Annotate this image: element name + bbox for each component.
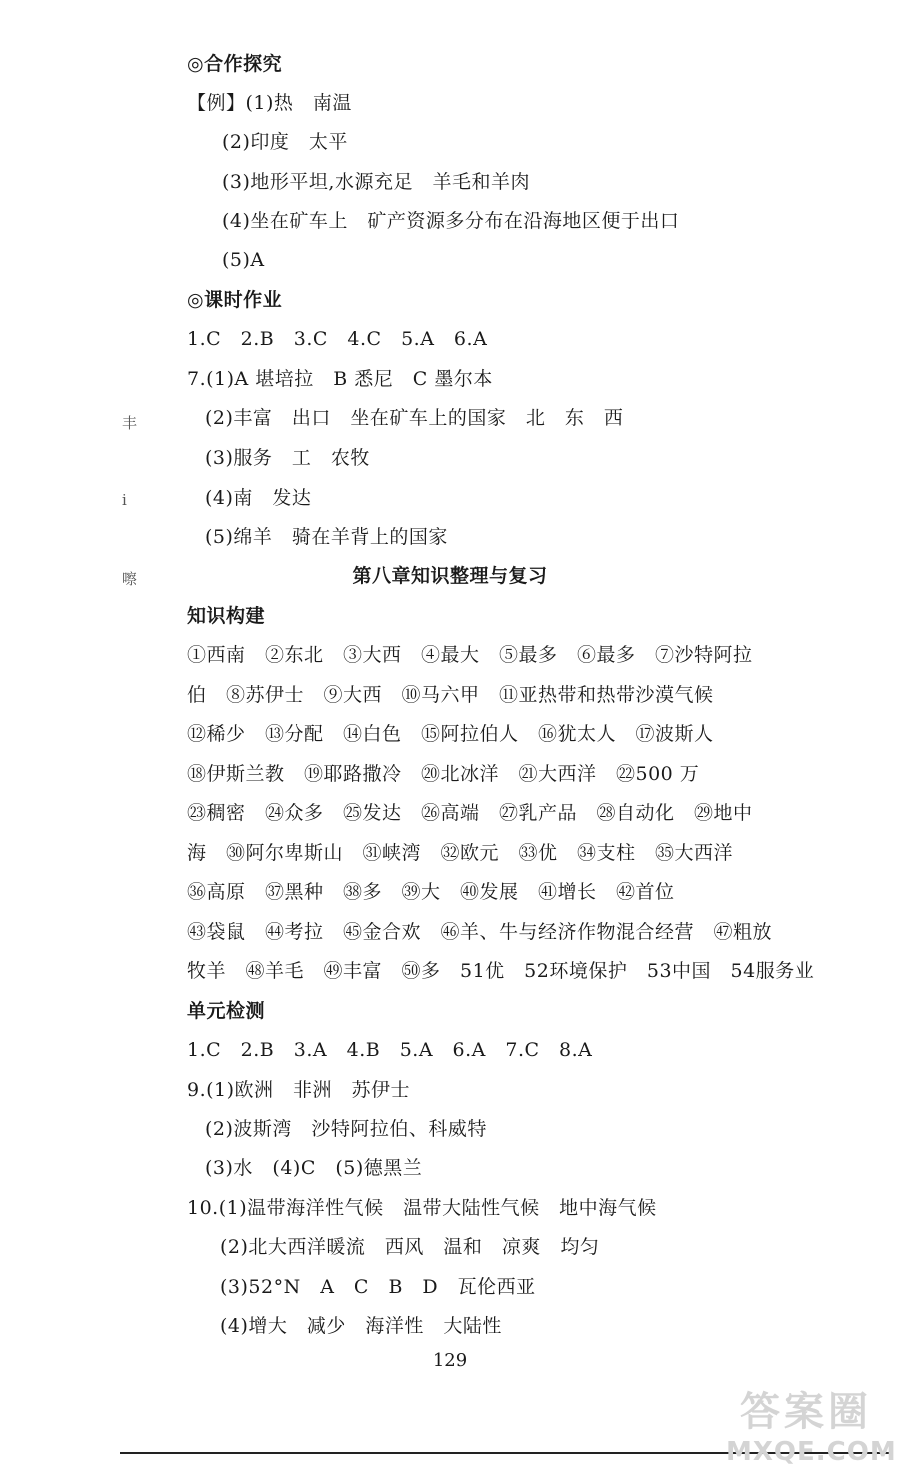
answer-line: (3)服务 工 农牧 <box>205 447 370 469</box>
answer-line: 【例】(1)热 南温 <box>187 92 352 114</box>
answer-line: (2)波斯湾 沙特阿拉伯、科威特 <box>205 1118 487 1140</box>
margin-mark-3: 嚓 <box>122 570 138 588</box>
margin-mark-1: 丰 <box>122 414 138 432</box>
answer-line: (3)52°N A C B D 瓦伦西亚 <box>220 1276 536 1298</box>
answer-line: ㊱高原 ㊲黑种 ㊳多 ㊴大 ㊵发展 ㊶增长 ㊷首位 <box>187 881 675 903</box>
section-heading: 第八章知识整理与复习 <box>352 565 548 587</box>
section-heading: 单元检测 <box>187 1000 266 1022</box>
answer-line: ⑱伊斯兰教 ⑲耶路撒冷 ⑳北冰洋 ㉑大西洋 ㉒500 万 <box>187 763 700 785</box>
answer-line: 海 ㉚阿尔卑斯山 ㉛峡湾 ㉜欧元 ㉝优 ㉞支柱 ㉟大西洋 <box>187 842 734 864</box>
answer-line: ㉓稠密 ㉔众多 ㉕发达 ㉖高端 ㉗乳产品 ㉘自动化 ㉙地中 <box>187 802 753 824</box>
watermark-top-text: 答案圈 <box>740 1389 872 1435</box>
section-heading: 知识构建 <box>187 605 266 627</box>
answer-line: ⑫稀少 ⑬分配 ⑭白色 ⑮阿拉伯人 ⑯犹太人 ⑰波斯人 <box>187 723 714 745</box>
margin-mark-2: i <box>122 491 127 509</box>
answer-line: 1.C 2.B 3.C 4.C 5.A 6.A <box>187 328 488 350</box>
watermark-logo <box>726 1380 897 1467</box>
answer-line: 牧羊 ㊽羊毛 ㊾丰富 ㊿多 51优 52环境保护 53中国 54服务业 <box>187 960 815 982</box>
answer-line: 9.(1)欧洲 非洲 苏伊士 <box>187 1079 411 1101</box>
page-number: 129 <box>432 1350 468 1371</box>
answer-line: (2)丰富 出口 坐在矿车上的国家 北 东 西 <box>205 407 624 429</box>
section-heading: ◎合作探究 <box>187 53 283 75</box>
answer-line: (4)南 发达 <box>205 487 312 509</box>
answer-line: ㊸袋鼠 ㊹考拉 ㊺金合欢 ㊻羊、牛与经济作物混合经营 ㊼粗放 <box>187 921 773 943</box>
section-heading: ◎课时作业 <box>187 289 283 311</box>
answer-line: (2)北大西洋暖流 西风 温和 凉爽 均匀 <box>220 1236 600 1258</box>
answer-line: 10.(1)温带海洋性气候 温带大陆性气候 地中海气候 <box>187 1197 657 1219</box>
answer-line: (2)印度 太平 <box>222 131 348 153</box>
answer-line: (3)地形平坦,水源充足 羊毛和羊肉 <box>222 171 530 193</box>
watermark-bottom-text: MXQE.COM <box>726 1437 897 1467</box>
answer-line: (5)A <box>222 249 265 271</box>
answer-line: 1.C 2.B 3.A 4.B 5.A 6.A 7.C 8.A <box>187 1039 593 1061</box>
answer-line: (5)绵羊 骑在羊背上的国家 <box>205 526 448 548</box>
answer-line: ①西南 ②东北 ③大西 ④最大 ⑤最多 ⑥最多 ⑦沙特阿拉 <box>187 644 753 666</box>
answer-line: (3)水 (4)C (5)德黑兰 <box>205 1157 423 1179</box>
answer-line: 伯 ⑧苏伊士 ⑨大西 ⑩马六甲 ⑪亚热带和热带沙漠气候 <box>187 684 714 706</box>
answer-line: (4)增大 减少 海洋性 大陆性 <box>220 1315 502 1337</box>
answer-line: 7.(1)A 堪培拉 B 悉尼 C 墨尔本 <box>187 368 493 390</box>
answer-line: (4)坐在矿车上 矿产资源多分布在沿海地区便于出口 <box>222 210 680 232</box>
